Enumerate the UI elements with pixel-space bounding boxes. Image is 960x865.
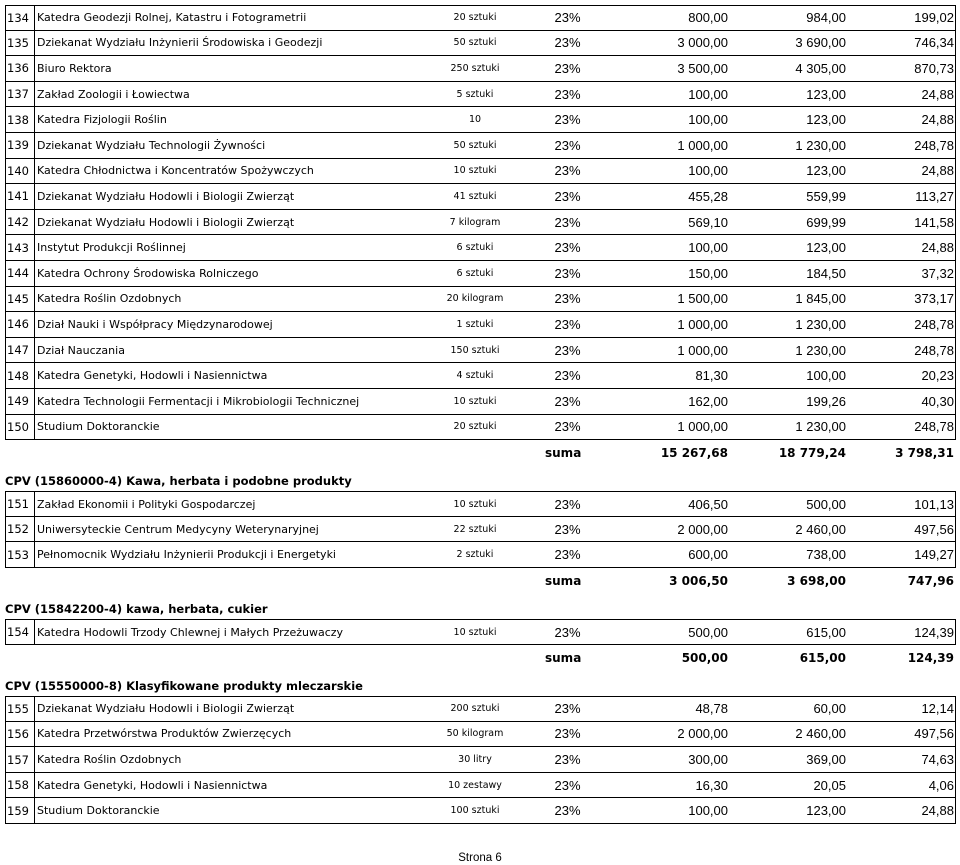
gross-amount: 615,00 <box>806 624 846 640</box>
vat-rate: 23% <box>554 368 581 384</box>
net-amount: 81,30 <box>695 368 728 384</box>
unit-name: Katedra Roślin Ozdobnych <box>37 292 182 306</box>
cpv-heading-row <box>5 466 956 492</box>
tax-amount: 24,88 <box>921 86 954 102</box>
vat-rate: 23% <box>554 214 581 230</box>
net-amount: 3 000,00 <box>677 35 728 51</box>
net-amount: 1 500,00 <box>677 291 728 307</box>
net-amount: 500,00 <box>688 624 728 640</box>
quantity: 20 kilogram <box>446 293 504 305</box>
page-number: Strona 6 <box>458 852 502 864</box>
row-number: 150 <box>5 415 35 440</box>
table-row <box>5 159 956 185</box>
gross-amount: 369,00 <box>806 752 846 768</box>
vat-rate: 23% <box>554 316 581 332</box>
quantity: 50 sztuki <box>453 139 497 151</box>
quantity: 5 sztuki <box>456 88 494 100</box>
vat-rate: 23% <box>554 342 581 358</box>
net-amount: 800,00 <box>688 10 728 26</box>
unit-name: Katedra Genetyki, Hodowli i Nasiennictwa <box>37 369 268 383</box>
unit-name: Biuro Rektora <box>37 61 112 75</box>
sum-label: suma <box>545 650 582 665</box>
net-amount: 1 000,00 <box>677 419 728 435</box>
quantity: 2 sztuki <box>456 549 494 561</box>
quantity: 10 sztuki <box>453 626 497 638</box>
net-amount: 100,00 <box>688 803 728 819</box>
sum-tax: 3 798,31 <box>895 445 954 460</box>
quantity: 6 sztuki <box>456 242 494 254</box>
row-number: 156 <box>5 722 35 747</box>
row-number: 140 <box>5 159 35 184</box>
tax-amount: 37,32 <box>921 265 954 281</box>
unit-name: Katedra Przetwórstwa Produktów Zwierzęcych <box>37 727 292 741</box>
page-footer <box>0 852 960 864</box>
gross-amount: 123,00 <box>806 86 846 102</box>
table-row <box>5 542 956 568</box>
row-number: 134 <box>5 6 35 30</box>
row-number: 136 <box>5 56 35 81</box>
vat-rate: 23% <box>554 393 581 409</box>
tax-amount: 40,30 <box>921 393 954 409</box>
tax-amount: 24,88 <box>921 803 954 819</box>
quantity: 22 sztuki <box>453 523 497 535</box>
vat-rate: 23% <box>554 137 581 153</box>
document-table <box>5 5 956 824</box>
table-row <box>5 133 956 159</box>
table-row <box>5 56 956 82</box>
net-amount: 300,00 <box>688 752 728 768</box>
vat-rate: 23% <box>554 240 581 256</box>
table-row <box>5 82 956 108</box>
gross-amount: 984,00 <box>806 10 846 26</box>
net-amount: 3 500,00 <box>677 60 728 76</box>
row-number: 142 <box>5 210 35 235</box>
table-row <box>5 312 956 338</box>
vat-rate: 23% <box>554 547 581 563</box>
unit-name: Dziekanat Wydziału Hodowli i Biologii Zwierząt <box>37 215 295 229</box>
vat-rate: 23% <box>554 521 581 537</box>
gross-amount: 184,50 <box>806 265 846 281</box>
quantity: 10 zestawy <box>448 779 502 791</box>
gross-amount: 100,00 <box>806 368 846 384</box>
vat-rate: 23% <box>554 496 581 512</box>
row-number: 152 <box>5 517 35 542</box>
net-amount: 1 000,00 <box>677 342 728 358</box>
row-number: 135 <box>5 31 35 56</box>
net-amount: 406,50 <box>688 496 728 512</box>
table-row <box>5 235 956 261</box>
gross-amount: 60,00 <box>813 701 846 717</box>
unit-name: Studium Doktoranckie <box>37 804 160 818</box>
vat-rate: 23% <box>554 726 581 742</box>
row-number: 138 <box>5 107 35 132</box>
quantity: 10 sztuki <box>453 498 497 510</box>
unit-name: Dział Nauczania <box>37 343 125 357</box>
unit-name: Dziekanat Wydziału Inżynierii Środowiska i Geodezji <box>37 36 323 50</box>
quantity: 7 kilogram <box>449 216 501 228</box>
vat-rate: 23% <box>554 777 581 793</box>
unit-name: Uniwersyteckie Centrum Medycyny Weterynaryjnej <box>37 522 319 536</box>
quantity: 1 sztuki <box>456 318 494 330</box>
tax-amount: 141,58 <box>914 214 954 230</box>
tax-amount: 124,39 <box>914 624 954 640</box>
vat-rate: 23% <box>554 419 581 435</box>
row-number: 141 <box>5 184 35 209</box>
unit-name: Katedra Chłodnictwa i Koncentratów Spożywczych <box>37 164 314 178</box>
gross-amount: 123,00 <box>806 240 846 256</box>
net-amount: 1 000,00 <box>677 137 728 153</box>
cpv-heading-row <box>5 670 956 696</box>
table-row <box>5 5 956 31</box>
gross-amount: 1 845,00 <box>795 291 846 307</box>
quantity: 4 sztuki <box>456 370 494 382</box>
quantity: 20 sztuki <box>453 421 497 433</box>
net-amount: 100,00 <box>688 112 728 128</box>
gross-amount: 559,99 <box>806 188 846 204</box>
gross-amount: 500,00 <box>806 496 846 512</box>
unit-name: Katedra Genetyki, Hodowli i Nasiennictwa <box>37 778 268 792</box>
tax-amount: 24,88 <box>921 163 954 179</box>
sum-gross: 615,00 <box>799 650 846 665</box>
gross-amount: 699,99 <box>806 214 846 230</box>
gross-amount: 1 230,00 <box>795 316 846 332</box>
net-amount: 455,28 <box>688 188 728 204</box>
net-amount: 100,00 <box>688 163 728 179</box>
sum-gross: 3 698,00 <box>787 573 846 588</box>
table-row <box>5 107 956 133</box>
row-number: 145 <box>5 287 35 312</box>
net-amount: 100,00 <box>688 86 728 102</box>
row-number: 159 <box>5 798 35 823</box>
net-amount: 569,10 <box>688 214 728 230</box>
row-number: 147 <box>5 338 35 363</box>
tax-amount: 74,63 <box>921 752 954 768</box>
vat-rate: 23% <box>554 265 581 281</box>
table-row <box>5 619 956 645</box>
row-number: 137 <box>5 82 35 107</box>
unit-name: Dział Nauki i Współpracy Międzynarodowej <box>37 317 273 331</box>
row-number: 139 <box>5 133 35 158</box>
vat-rate: 23% <box>554 291 581 307</box>
unit-name: Katedra Fizjologii Roślin <box>37 113 167 127</box>
tax-amount: 497,56 <box>914 521 954 537</box>
tax-amount: 149,27 <box>914 547 954 563</box>
net-amount: 100,00 <box>688 240 728 256</box>
quantity: 200 sztuki <box>450 703 500 715</box>
sum-net: 15 267,68 <box>660 445 728 460</box>
cpv-heading: CPV (15842200-4) kawa, herbata, cukier <box>5 602 268 617</box>
table-row <box>5 722 956 748</box>
vat-rate: 23% <box>554 752 581 768</box>
cpv-heading: CPV (15550000-8) Klasyfikowane produkty mleczarskie <box>5 679 363 694</box>
net-amount: 600,00 <box>688 547 728 563</box>
unit-name: Katedra Technologii Fermentacji i Mikrobiologii Technicznej <box>37 394 360 408</box>
tax-amount: 248,78 <box>914 316 954 332</box>
vat-rate: 23% <box>554 35 581 51</box>
row-number: 153 <box>5 542 35 567</box>
table-row <box>5 773 956 799</box>
net-amount: 2 000,00 <box>677 726 728 742</box>
vat-rate: 23% <box>554 163 581 179</box>
gross-amount: 2 460,00 <box>795 726 846 742</box>
vat-rate: 23% <box>554 701 581 717</box>
tax-amount: 373,17 <box>914 291 954 307</box>
sum-row <box>5 440 956 466</box>
gross-amount: 123,00 <box>806 803 846 819</box>
table-row <box>5 363 956 389</box>
tax-amount: 113,27 <box>915 188 954 204</box>
table-row <box>5 415 956 441</box>
tax-amount: 199,02 <box>914 10 954 26</box>
row-number: 155 <box>5 697 35 721</box>
table-row <box>5 184 956 210</box>
tax-amount: 12,14 <box>921 701 954 717</box>
gross-amount: 1 230,00 <box>795 137 846 153</box>
gross-amount: 3 690,00 <box>795 35 846 51</box>
tax-amount: 248,78 <box>914 419 954 435</box>
tax-amount: 248,78 <box>914 137 954 153</box>
quantity: 20 sztuki <box>453 12 497 24</box>
unit-name: Studium Doktoranckie <box>37 420 160 434</box>
gross-amount: 1 230,00 <box>795 419 846 435</box>
cpv-heading: CPV (15860000-4) Kawa, herbata i podobne produkty <box>5 474 352 489</box>
sum-label: suma <box>545 445 582 460</box>
sum-tax: 124,39 <box>907 650 954 665</box>
unit-name: Katedra Roślin Ozdobnych <box>37 753 182 767</box>
tax-amount: 248,78 <box>914 342 954 358</box>
quantity: 10 sztuki <box>453 165 497 177</box>
net-amount: 16,30 <box>695 777 728 793</box>
unit-name: Dziekanat Wydziału Technologii Żywności <box>37 138 266 152</box>
quantity: 10 sztuki <box>453 395 497 407</box>
quantity: 50 sztuki <box>453 37 497 49</box>
net-amount: 48,78 <box>695 701 728 717</box>
table-row <box>5 491 956 517</box>
sum-net: 3 006,50 <box>669 573 728 588</box>
quantity: 150 sztuki <box>450 344 500 356</box>
vat-rate: 23% <box>554 624 581 640</box>
unit-name: Instytut Produkcji Roślinnej <box>37 241 186 255</box>
unit-name: Pełnomocnik Wydziału Inżynierii Produkcji i Energetyki <box>37 548 336 562</box>
vat-rate: 23% <box>554 10 581 26</box>
row-number: 146 <box>5 312 35 337</box>
tax-amount: 870,73 <box>914 60 954 76</box>
quantity: 30 litry <box>458 754 492 766</box>
net-amount: 1 000,00 <box>677 316 728 332</box>
quantity: 50 kilogram <box>446 728 504 740</box>
tax-amount: 497,56 <box>914 726 954 742</box>
unit-name: Katedra Hodowli Trzody Chlewnej i Małych Przeżuwaczy <box>37 625 344 639</box>
unit-name: Katedra Ochrony Środowiska Rolniczego <box>37 266 259 280</box>
vat-rate: 23% <box>554 803 581 819</box>
table-row <box>5 210 956 236</box>
unit-name: Zakład Zoologii i Łowiectwa <box>37 87 190 101</box>
row-number: 148 <box>5 363 35 388</box>
tax-amount: 20,23 <box>921 368 954 384</box>
sum-gross: 18 779,24 <box>778 445 846 460</box>
table-row <box>5 517 956 543</box>
table-row <box>5 287 956 313</box>
row-number: 149 <box>5 389 35 414</box>
net-amount: 2 000,00 <box>677 521 728 537</box>
table-row <box>5 798 956 824</box>
tax-amount: 101,13 <box>914 496 954 512</box>
quantity: 10 <box>468 114 482 126</box>
tax-amount: 746,34 <box>914 35 954 51</box>
unit-name: Zakład Ekonomii i Polityki Gospodarczej <box>37 497 256 511</box>
vat-rate: 23% <box>554 112 581 128</box>
table-row <box>5 389 956 415</box>
gross-amount: 738,00 <box>806 547 846 563</box>
row-number: 154 <box>5 620 35 644</box>
sum-tax: 747,96 <box>907 573 954 588</box>
gross-amount: 123,00 <box>806 163 846 179</box>
table-row <box>5 747 956 773</box>
unit-name: Dziekanat Wydziału Hodowli i Biologii Zwierząt <box>37 189 295 203</box>
row-number: 144 <box>5 261 35 286</box>
tax-amount: 24,88 <box>921 240 954 256</box>
quantity: 100 sztuki <box>450 805 500 817</box>
vat-rate: 23% <box>554 188 581 204</box>
row-number: 158 <box>5 773 35 798</box>
sum-row <box>5 645 956 671</box>
table-row <box>5 261 956 287</box>
cpv-heading-row <box>5 594 956 620</box>
vat-rate: 23% <box>554 86 581 102</box>
unit-name: Dziekanat Wydziału Hodowli i Biologii Zwierząt <box>37 702 295 716</box>
gross-amount: 1 230,00 <box>795 342 846 358</box>
table-row <box>5 338 956 364</box>
gross-amount: 199,26 <box>806 393 846 409</box>
vat-rate: 23% <box>554 60 581 76</box>
quantity: 6 sztuki <box>456 267 494 279</box>
table-row <box>5 696 956 722</box>
unit-name: Katedra Geodezji Rolnej, Katastru i Fotogrametrii <box>37 11 307 25</box>
gross-amount: 123,00 <box>806 112 846 128</box>
table-row <box>5 31 956 57</box>
gross-amount: 20,05 <box>813 777 846 793</box>
quantity: 250 sztuki <box>450 62 500 74</box>
net-amount: 150,00 <box>688 265 728 281</box>
sum-label: suma <box>545 573 582 588</box>
gross-amount: 4 305,00 <box>795 60 846 76</box>
row-number: 143 <box>5 235 35 260</box>
row-number: 157 <box>5 747 35 772</box>
tax-amount: 24,88 <box>921 112 954 128</box>
sum-row <box>5 568 956 594</box>
net-amount: 162,00 <box>688 393 728 409</box>
quantity: 41 sztuki <box>453 190 497 202</box>
gross-amount: 2 460,00 <box>795 521 846 537</box>
sum-net: 500,00 <box>681 650 728 665</box>
row-number: 151 <box>5 492 35 516</box>
tax-amount: 4,06 <box>928 777 954 793</box>
